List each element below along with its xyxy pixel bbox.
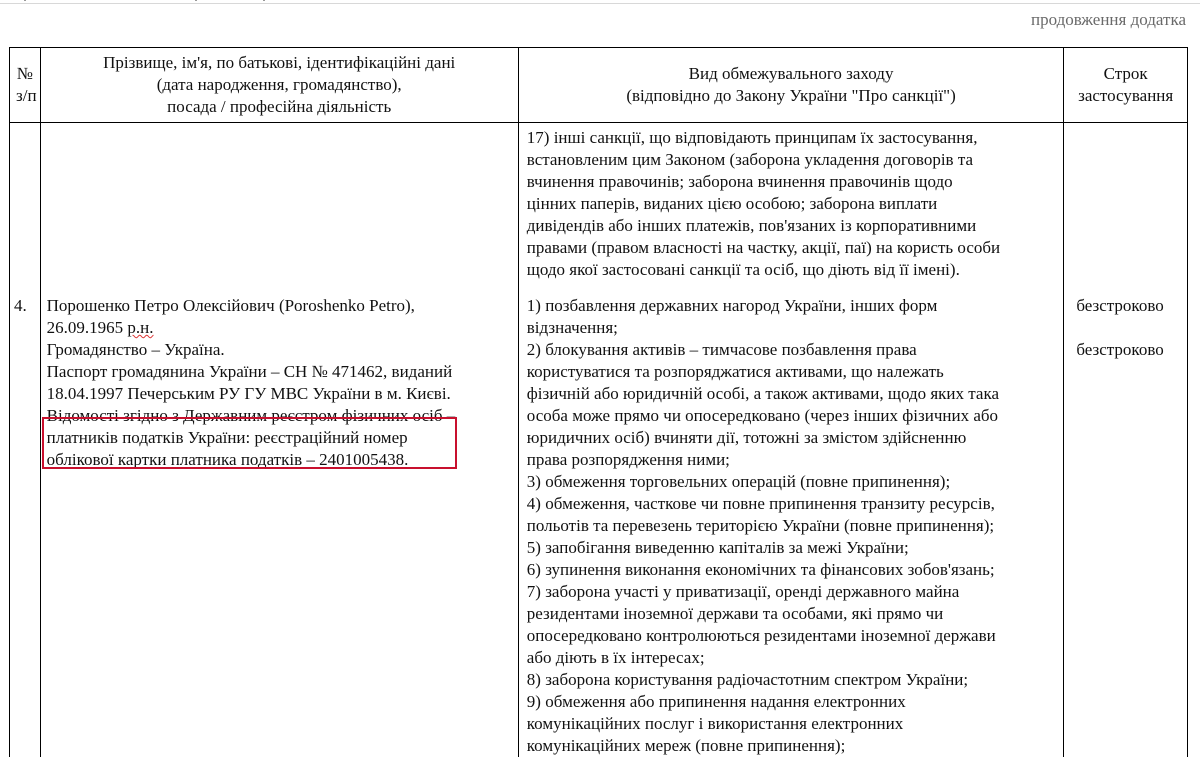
entry-number: 4. (10, 279, 41, 757)
term-asset-blocking: безстроково (1076, 340, 1164, 359)
cell-term-empty (1064, 123, 1188, 280)
continuation-note: продовження додатка (1030, 10, 1186, 29)
header-measure: Вид обмежувального заходу (відповідно до Закону України "Про санкції") (518, 48, 1064, 123)
sanctions-table (9, 47, 1188, 757)
clipped-text-fragment (195, 0, 197, 1)
highlight-box (42, 417, 457, 469)
entry-measures: 1) позбавлення державних нагород України, інших форм відзначення; 2) блокування активів – тимчасове позбавлення права користуватися та розпоряджатися активами, що належать фізичній або юридичній особі, а також активами, щодо яких така особа може прямо чи опосередковано (через інших фізичних або юридичних осіб) вчиняти дії, тотожні за змістом здійсненню права розпорядження ними; 3) обмеження торговельних операцій (повне припинення); 4) обмеження, часткове чи повне припинення транзиту ресурсів, польотів та перевезень територією України (повне припинення); 5) запобігання виведенню капіталів за межі України; 6) зупинення виконання економічних та фінансових зобов'язань; 7) заборона участі у приватизації, оренді державного майна резидентами іноземної держави та особами, які прямо чи опосередковано контролюються резидентами іноземної держави або діють в їх інтересах; 8) заборона користування радіочастотним спектром України; 9) обмеження або припинення надання електронних комунікаційних послуг і використання електронних комунікаційних мереж (повне припинення); (518, 279, 1064, 757)
entry-terms (1064, 279, 1188, 757)
cell-person-empty (40, 123, 518, 280)
table-row-continuation (10, 123, 1188, 280)
top-rule (0, 0, 1200, 4)
table-row (10, 279, 1188, 757)
entry-person-details: Порошенко Петро Олексійович (Poroshenko Petro), 26.09.1965 р.н. Громадянство – Україна. Паспорт громадянина України – СН № 471462, виданий 18.04.1997 Печерським РУ ГУ МВС України в м. Києві. Відомості згідно з Державним реєстром фізичних осіб – платників податків України: реєстраційний номер облікової картки платника податків – 2401005438. (40, 279, 518, 757)
spellcheck-mark: р.н. (127, 318, 154, 337)
term-awards: безстроково (1076, 296, 1164, 315)
cell-measure-continued: 17) інші санкції, що відповідають принципам їх застосування, встановленим цим Законом (заборона укладення договорів та вчинення правочинів; заборона вчинення правочинів щодо цінних паперів, виданих цією особою; заборона виплати дивідендів або інших платежів, пов'язаних із корпоративними правами (правом власності на частку, акції, паї) на користь особи щодо якої застосовані санкції та осіб, що діють від її імені). (518, 123, 1064, 280)
cell-number-empty (10, 123, 41, 280)
header-number: № з/п (10, 48, 41, 123)
clipped-text-fragment (24, 0, 26, 1)
header-person: Прізвище, ім'я, по батькові, ідентифікаційні дані (дата народження, громадянство), посада / професійна діяльність (40, 48, 518, 123)
header-term: Строк застосування (1064, 48, 1188, 123)
table-header-row (10, 48, 1188, 123)
clipped-text-fragment (263, 0, 265, 1)
